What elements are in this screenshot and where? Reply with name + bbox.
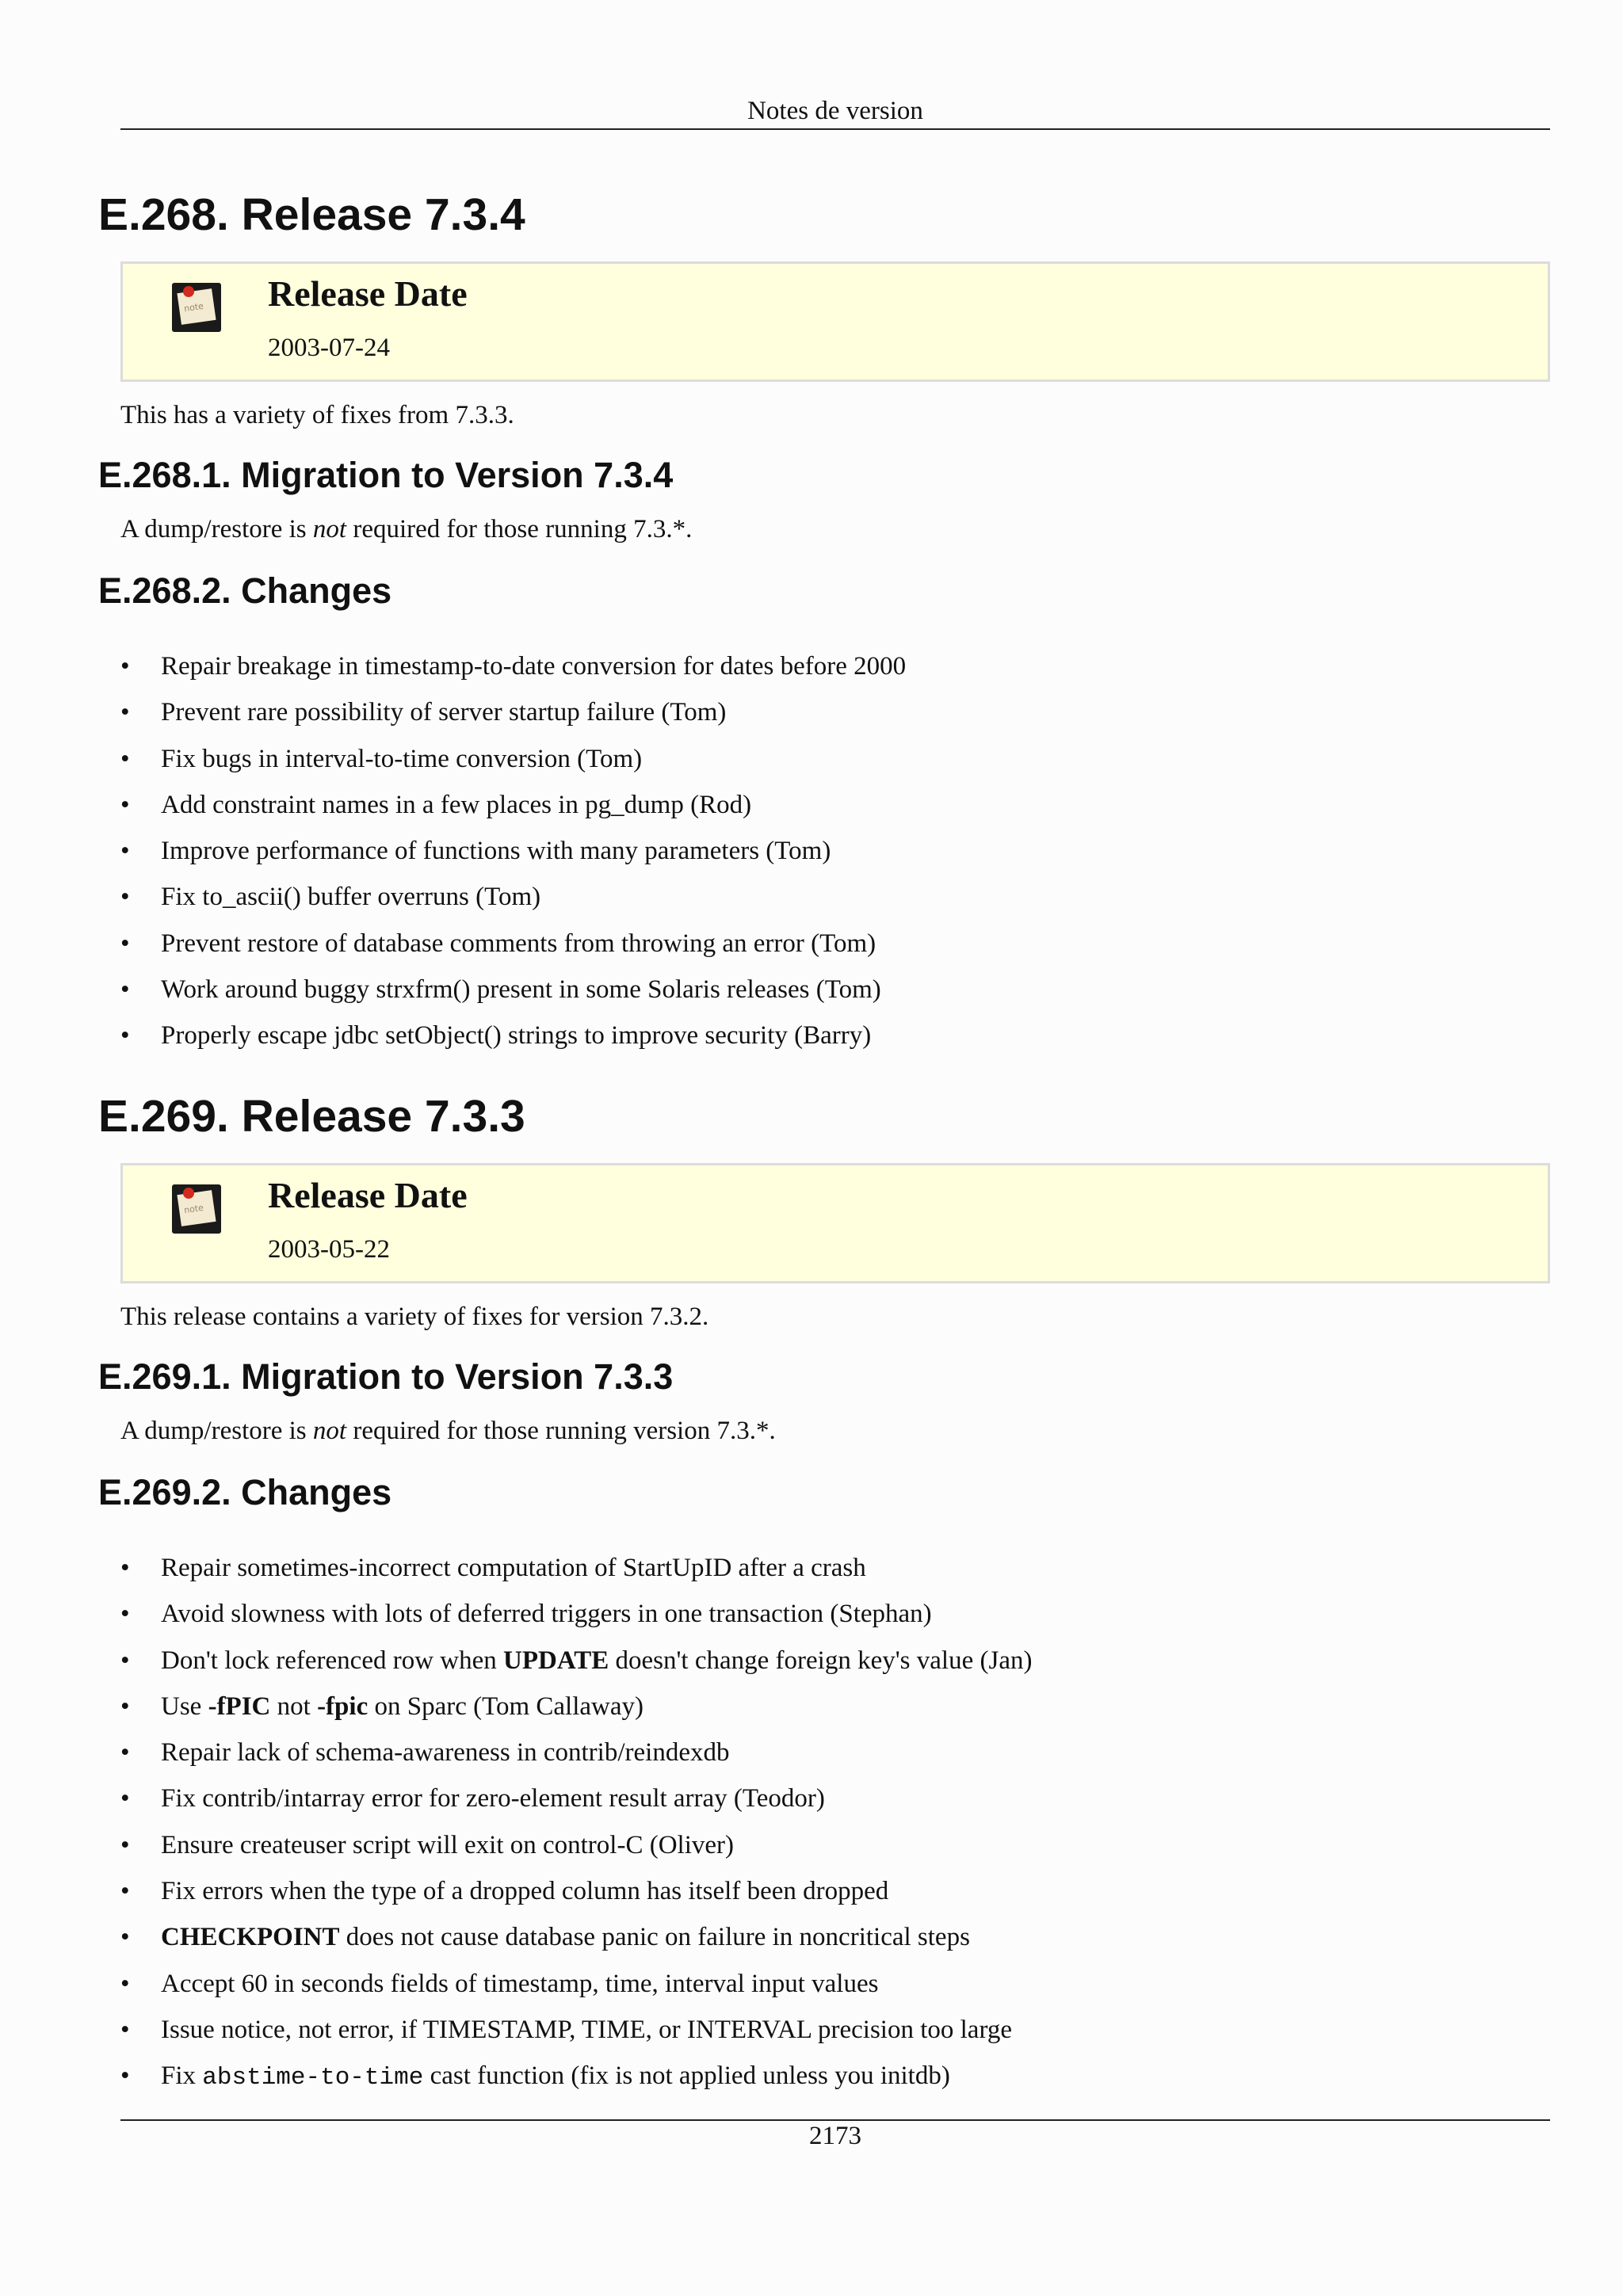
migration-title-e268: E.268.1. Migration to Version 7.3.4 (98, 455, 674, 495)
note-icon: note (172, 1184, 221, 1234)
release-date: 2003-05-22 (268, 1235, 390, 1264)
note-label: Release Date (268, 1175, 468, 1215)
release-intro-e268: This has a variety of fixes from 7.3.3. (120, 401, 514, 429)
list-item: • Avoid slowness with lots of deferred triggers in one transaction (Stephan) (120, 1591, 1032, 1637)
release-date-note-e268 (120, 261, 1550, 382)
list-item: • Ensure createuser script will exit on control-C (Oliver) (120, 1822, 1032, 1868)
list-item: • Use -fPIC not -fpic on Sparc (Tom Callaway) (120, 1684, 1032, 1730)
note-icon: note (172, 283, 221, 332)
changes-title-e269: E.269.2. Changes (98, 1472, 392, 1512)
note-label: Release Date (268, 273, 468, 314)
list-item: • Fix errors when the type of a dropped column has itself been dropped (120, 1868, 1032, 1914)
list-item: • Repair breakage in timestamp-to-date conversion for dates before 2000 (120, 643, 906, 689)
release-date: 2003-07-24 (268, 334, 390, 362)
list-item: • Work around buggy strxfrm() present in some Solaris releases (Tom) (120, 967, 906, 1013)
header-rule (120, 128, 1550, 130)
changes-list-e268 (120, 643, 906, 1059)
migration-title-e269: E.269.1. Migration to Version 7.3.3 (98, 1356, 674, 1397)
list-item: • Fix contrib/intarray error for zero-element result array (Teodor) (120, 1775, 1032, 1821)
migration-text-e269: A dump/restore is not required for those running version 7.3.*. (120, 1417, 776, 1445)
list-item: • Fix bugs in interval-to-time conversion (Tom) (120, 736, 906, 782)
list-item: • Fix abstime-to-time cast function (fix is not applied unless you initdb) (120, 2053, 1032, 2099)
list-item: • Repair lack of schema-awareness in contrib/reindexdb (120, 1730, 1032, 1775)
page-number: 2173 (809, 2122, 861, 2150)
release-intro-e269: This release contains a variety of fixes for version 7.3.2. (120, 1302, 709, 1331)
list-item: • Accept 60 in seconds fields of timestamp, time, interval input values (120, 1961, 1032, 2007)
list-item: • Fix to_ascii() buffer overruns (Tom) (120, 874, 906, 920)
list-item: • Properly escape jdbc setObject() strings to improve security (Barry) (120, 1013, 906, 1058)
list-item: • Prevent restore of database comments from throwing an error (Tom) (120, 921, 906, 967)
list-item: • Prevent rare possibility of server startup failure (Tom) (120, 689, 906, 735)
section-title-e268: E.268. Release 7.3.4 (98, 189, 525, 240)
list-item: • Repair sometimes-incorrect computation of StartUpID after a crash (120, 1545, 1032, 1591)
release-date-note-e269 (120, 1163, 1550, 1283)
running-header: Notes de version (747, 97, 923, 125)
list-item: • Issue notice, not error, if TIMESTAMP, TIME, or INTERVAL precision too large (120, 2007, 1032, 2053)
list-item: • Add constraint names in a few places in pg_dump (Rod) (120, 782, 906, 828)
changes-list-e269 (120, 1545, 1032, 2100)
changes-title-e268: E.268.2. Changes (98, 570, 392, 611)
migration-text-e268: A dump/restore is not required for those running 7.3.*. (120, 515, 693, 543)
list-item: • Improve performance of functions with many parameters (Tom) (120, 828, 906, 874)
list-item: • CHECKPOINT does not cause database panic on failure in noncritical steps (120, 1914, 1032, 1960)
section-title-e269: E.269. Release 7.3.3 (98, 1091, 525, 1142)
list-item: • Don't lock referenced row when UPDATE doesn't change foreign key's value (Jan) (120, 1638, 1032, 1684)
